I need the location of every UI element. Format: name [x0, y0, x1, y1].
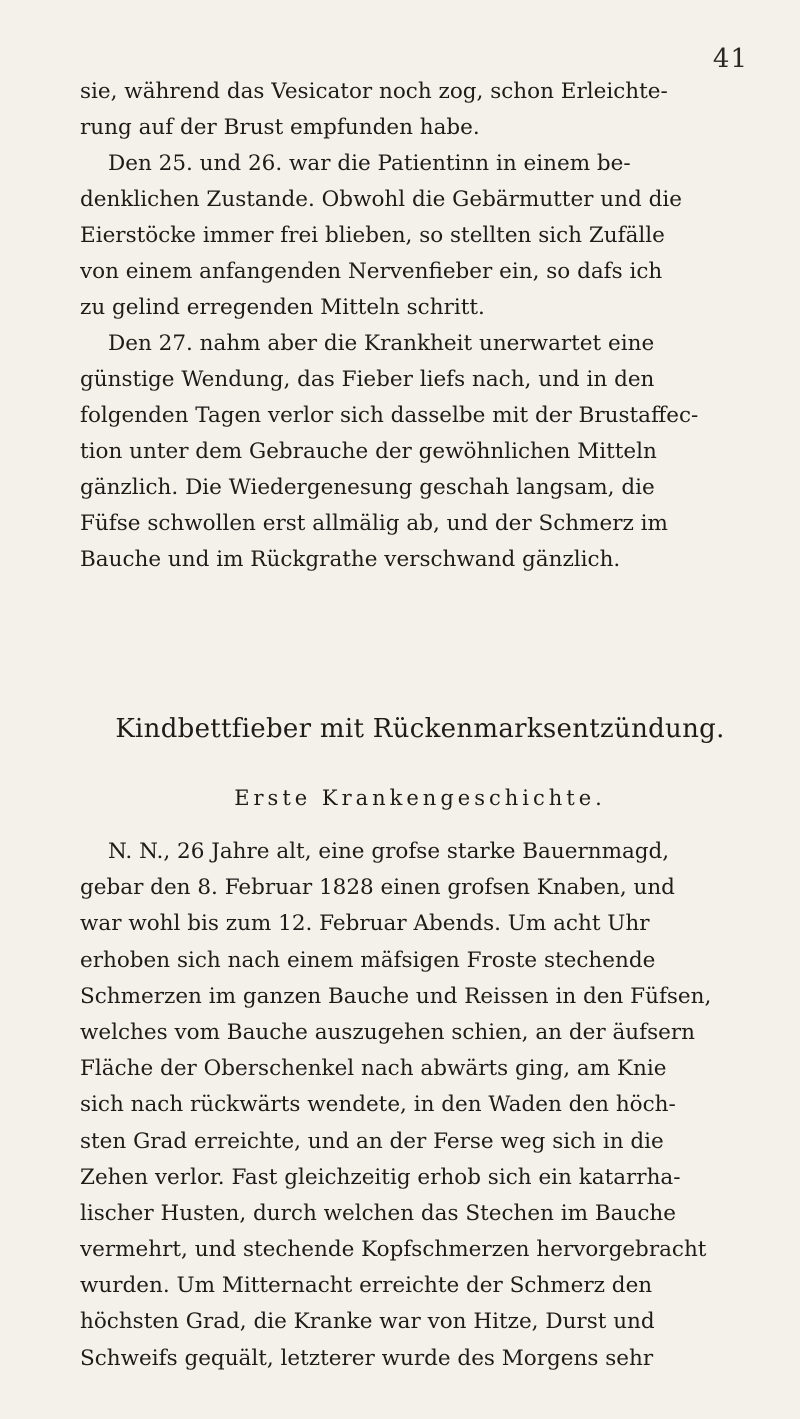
text-line: vermehrt, und stechende Kopfschmerzen hervorgebracht: [80, 1237, 707, 1263]
text-line: Schmerzen im ganzen Bauche und Reissen in den Füfsen,: [80, 983, 712, 1009]
text-line: Bauche und im Rückgrathe verschwand gänzlich.: [80, 547, 621, 572]
text-line: wurden. Um Mitternacht erreichte der Schmerz den: [80, 1273, 653, 1299]
text-line: sie, während das Vesicator noch zog, schon Erleichte-: [80, 79, 668, 104]
text-line: folgenden Tagen verlor sich dasselbe mit der Brustaffec-: [80, 403, 699, 428]
text-line: gänzlich. Die Wiedergenesung geschah langsam, die: [80, 475, 655, 500]
text-line: Den 27. nahm aber die Krankheit unerwartet eine: [108, 331, 655, 356]
text-line: sten Grad erreichte, und an der Ferse weg sich in die: [80, 1128, 664, 1154]
text-line: Fläche der Oberschenkel nach abwärts ging, am Knie: [80, 1056, 667, 1082]
text-line: Schweifs gequält, letzterer wurde des Morgens sehr: [80, 1345, 654, 1371]
text-line: tion unter dem Gebrauche der gewöhnlichen Mitteln: [80, 439, 657, 464]
text-line: denklichen Zustande. Obwohl die Gebärmutter und die: [80, 187, 682, 212]
text-line: Füfse schwollen erst allmälig ab, und der Schmerz im: [80, 511, 668, 536]
paragraph-block-2: [80, 834, 760, 1377]
paragraph-block-1: [80, 74, 760, 578]
text-line: Eierstöcke immer frei blieben, so stellten sich Zufälle: [80, 223, 665, 248]
text-line: N. N., 26 Jahre alt, eine grofse starke Bauernmagd,: [108, 839, 670, 864]
text-line: höchsten Grad, die Kranke war von Hitze, Durst und: [80, 1309, 655, 1335]
text-line: von einem anfangenden Nervenfieber ein, so dafs ich: [80, 259, 663, 284]
text-line: rung auf der Brust empfunden habe.: [80, 115, 480, 140]
section-heading: Kindbettfieber mit Rückenmarksentzündung.: [115, 714, 725, 744]
text-line: gebar den 8. Februar 1828 einen grofsen Knaben, und: [80, 875, 675, 901]
text-line: zu gelind erregenden Mitteln schritt.: [80, 295, 485, 320]
page-number: 41: [712, 44, 748, 74]
text-line: lischer Husten, durch welchen das Stechen im Bauche: [80, 1200, 676, 1226]
text-line: günstige Wendung, das Fieber liefs nach, und in den: [80, 367, 655, 392]
text-line: war wohl bis zum 12. Februar Abends. Um acht Uhr: [80, 911, 650, 937]
text-line: sich nach rückwärts wendete, in den Waden den höch-: [80, 1092, 676, 1118]
section-subheading: Erste Krankengeschichte.: [234, 786, 606, 810]
text-line: welches vom Bauche auszugehen schien, an der äufsern: [80, 1019, 695, 1045]
text-line: erhoben sich nach einem mäfsigen Froste stechende: [80, 947, 656, 973]
text-line: Zehen verlor. Fast gleichzeitig erhob sich ein katarrha-: [80, 1164, 681, 1190]
text-line: Den 25. und 26. war die Patientinn in einem be-: [108, 151, 631, 176]
